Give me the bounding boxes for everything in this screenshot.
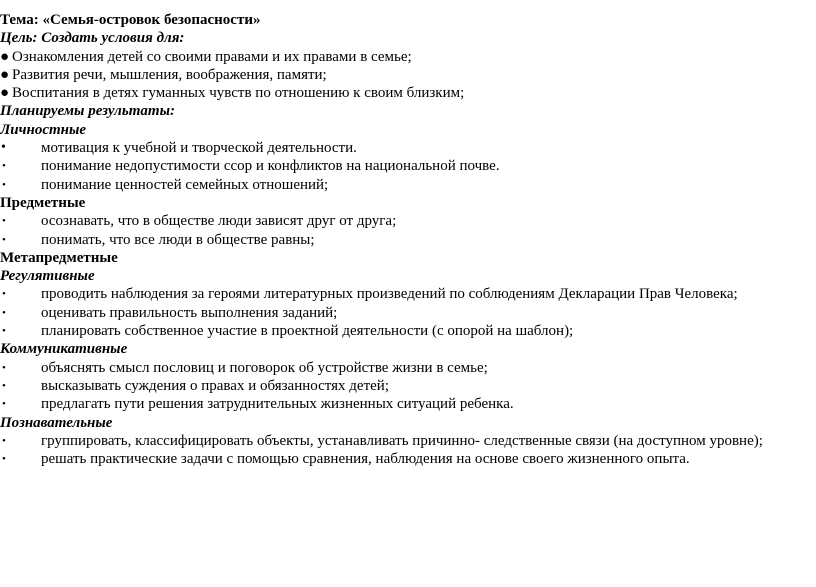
bullet-icon: • bbox=[2, 325, 6, 338]
goal-text: Развития речи, мышления, воображения, памяти; bbox=[12, 66, 327, 83]
cognitive-heading: Познавательные bbox=[0, 414, 113, 431]
bullet-icon: • bbox=[2, 379, 6, 392]
subject-heading: Предметные bbox=[0, 194, 86, 211]
regulative-item bbox=[0, 285, 816, 303]
personal-heading: Личностные bbox=[0, 121, 87, 138]
results-heading: Планируемы результаты: bbox=[0, 103, 175, 120]
goal-text: Воспитания в детях гуманных чувств по отношению к своим близким; bbox=[12, 85, 465, 102]
personal-item bbox=[0, 176, 816, 194]
subject-text: осознавать, что в обществе люди зависят друг от друга; bbox=[41, 213, 397, 230]
subject-text: понимать, что все люди в обществе равны; bbox=[41, 231, 315, 248]
subject-item bbox=[0, 231, 816, 249]
communicative-heading: Коммуникативные bbox=[0, 341, 128, 358]
goal-item bbox=[0, 48, 816, 66]
cognitive-item bbox=[0, 450, 816, 468]
bullet-icon: • bbox=[2, 434, 6, 447]
bullet-icon: • bbox=[2, 453, 6, 466]
communicative-text: высказывать суждения о правах и обязанностях детей; bbox=[41, 377, 389, 394]
personal-text: понимание ценностей семейных отношений; bbox=[41, 176, 329, 193]
bullet-icon: • bbox=[2, 233, 6, 246]
bullet-icon: ● bbox=[0, 85, 10, 102]
cognitive-text: решать практические задачи с помощью сравнения, наблюдения на основе своего жизненного опыта. bbox=[41, 451, 690, 468]
regulative-item bbox=[0, 322, 816, 340]
regulative-text: проводить наблюдения за героями литературных произведений по соблюдениям Декларации Прав Человека; bbox=[41, 286, 738, 303]
bullet-icon: • bbox=[2, 215, 6, 228]
bullet-icon: • bbox=[1, 140, 6, 156]
personal-item bbox=[0, 157, 816, 175]
regulative-heading: Регулятивные bbox=[0, 268, 95, 285]
communicative-text: объяснять смысл пословиц и поговорок об устройстве жизни в семье; bbox=[41, 359, 488, 376]
bullet-icon: • bbox=[2, 178, 6, 191]
communicative-text: предлагать пути решения затруднительных жизненных ситуаций ребенка. bbox=[41, 396, 514, 413]
bullet-icon: ● bbox=[0, 48, 10, 65]
personal-item bbox=[0, 139, 816, 157]
regulative-item bbox=[0, 304, 816, 322]
goal-item bbox=[0, 66, 816, 84]
personal-text: мотивация к учебной и творческой деятельности. bbox=[41, 140, 357, 157]
bullet-icon: • bbox=[2, 306, 6, 319]
bullet-icon: • bbox=[2, 361, 6, 374]
regulative-text: оценивать правильность выполнения заданий; bbox=[41, 304, 338, 321]
communicative-item bbox=[0, 395, 816, 413]
subject-item bbox=[0, 212, 816, 230]
regulative-text: планировать собственное участие в проектной деятельности (с опорой на шаблон); bbox=[41, 323, 574, 340]
goal-heading: Цель: Создать условия для: bbox=[0, 30, 185, 47]
personal-text: понимание недопустимости ссор и конфликтов на национальной почве. bbox=[41, 158, 500, 175]
bullet-icon: • bbox=[2, 160, 6, 173]
bullet-icon: ● bbox=[0, 66, 10, 83]
meta-heading: Метапредметные bbox=[0, 249, 118, 266]
topic-line: Тема: «Семья-островок безопасности» bbox=[0, 12, 261, 28]
document bbox=[0, 11, 816, 468]
communicative-item bbox=[0, 359, 816, 377]
bullet-icon: • bbox=[2, 288, 6, 301]
communicative-item bbox=[0, 377, 816, 395]
bullet-icon: • bbox=[2, 398, 6, 411]
cognitive-text: группировать, классифицировать объекты, устанавливать причинно- следственные связи (на доступном уровне); bbox=[41, 432, 763, 449]
goal-text: Ознакомления детей со своими правами и их правами в семье; bbox=[12, 48, 412, 65]
goal-item bbox=[0, 84, 816, 102]
cognitive-item bbox=[0, 432, 816, 450]
